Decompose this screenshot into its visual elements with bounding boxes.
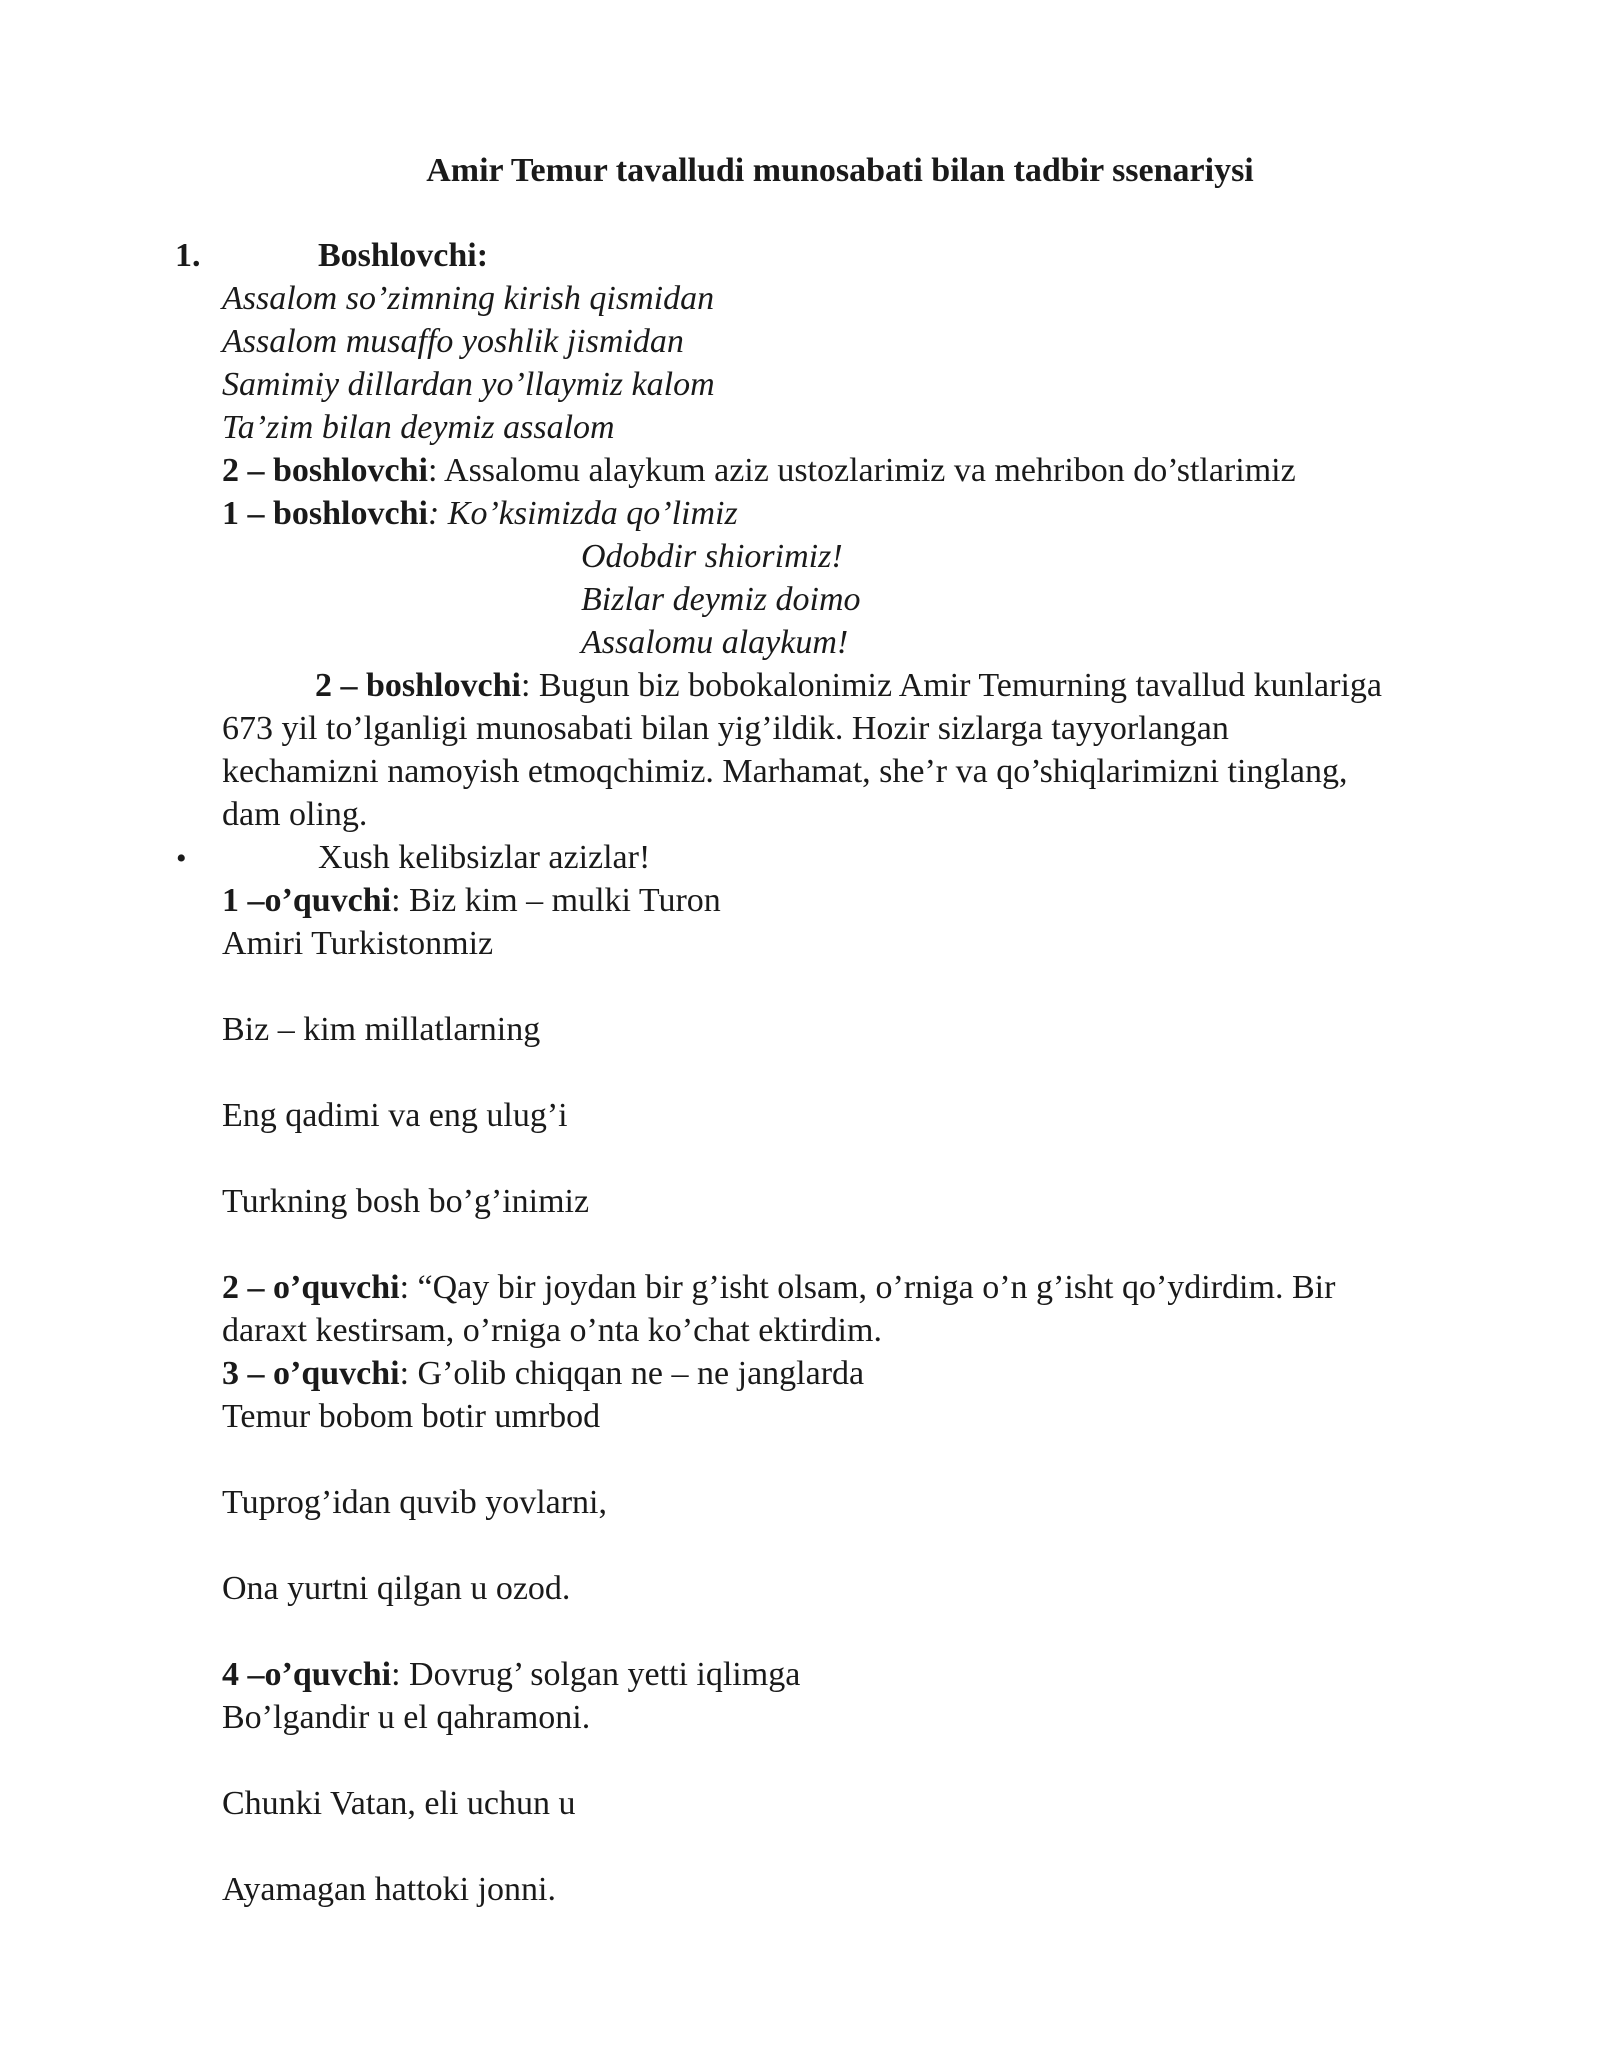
- verse-line: Amiri Turkistonmiz: [222, 925, 494, 962]
- speaker-label: 4 –o’quvchi: [222, 1656, 392, 1693]
- verse-line: Bo’lgandir u el qahramoni.: [222, 1699, 591, 1736]
- motto-line: Assalomu alaykum!: [581, 624, 849, 661]
- section-number: 1.: [175, 237, 201, 274]
- motto-line: Bizlar deymiz doimo: [581, 581, 861, 618]
- speaker-label: 1 – boshlovchi: [222, 495, 428, 532]
- verse-line: Eng qadimi va eng ulug’i: [222, 1097, 568, 1134]
- dialogue-text: : “Qay bir joydan bir g’isht olsam, o’rniga o’n g’isht qo’ydirdim. Bir: [399, 1269, 1336, 1306]
- verse-line: Chunki Vatan, eli uchun u: [222, 1785, 576, 1822]
- speaker-label: 3 – o’quvchi: [222, 1355, 400, 1392]
- poem-line: Ta’zim bilan deymiz assalom: [222, 409, 615, 446]
- page-title: Amir Temur tavalludi munosabati bilan tadbir ssenariysi: [426, 152, 1254, 189]
- speaker-label: 2 – boshlovchi: [222, 452, 428, 489]
- dialogue-text: : Dovrug’ solgan yetti iqlimga: [391, 1656, 801, 1693]
- verse-line: Biz – kim millatlarning: [222, 1011, 541, 1048]
- dialogue-text: : Biz kim – mulki Turon: [391, 882, 721, 919]
- poem-line: Assalom so’zimning kirish qismidan: [222, 280, 715, 317]
- speaker-label: 2 – o’quvchi: [222, 1269, 400, 1306]
- verse-line: Turkning bosh bo’g’inimiz: [222, 1183, 590, 1220]
- paragraph-line: 673 yil to’lganligi munosabati bilan yig’ildik. Hozir sizlarga tayyorlangan: [222, 710, 1229, 747]
- verse-line: Temur bobom botir umrbod: [222, 1398, 601, 1435]
- poem-line: Samimiy dillardan yo’llaymiz kalom: [222, 366, 715, 403]
- speaker-label: 2 – boshlovchi: [315, 667, 521, 704]
- host1-motto: [222, 493, 738, 535]
- welcome-line: Xush kelibsizlar azizlar!: [318, 839, 651, 876]
- poem-line: Assalom musaffo yoshlik jismidan: [222, 323, 684, 360]
- bullet-marker: •: [176, 842, 187, 875]
- verse-line: Ayamagan hattoki jonni.: [222, 1871, 556, 1908]
- dialogue-text: : Assalomu alaykum aziz ustozlarimiz va mehribon do’stlarimiz: [427, 452, 1296, 489]
- paragraph-line: kechamizni namoyish etmoqchimiz. Marhamat, she’r va qo’shiqlarimizni tinglang,: [222, 753, 1348, 790]
- student1-line: [222, 880, 721, 922]
- section-heading: Boshlovchi:: [318, 237, 489, 274]
- dialogue-text: : Bugun biz bobokalonimiz Amir Temurning tavallud kunlariga: [520, 667, 1382, 704]
- student4-line: [222, 1654, 800, 1696]
- motto-line: Odobdir shiorimiz!: [581, 538, 843, 575]
- student3-line: [222, 1353, 864, 1395]
- dialogue-text: : Ko’ksimizda qo’limiz: [427, 495, 738, 532]
- dialogue-text: : G’olib chiqqan ne – ne janglarda: [399, 1355, 865, 1392]
- paragraph-line: daraxt kestirsam, o’rniga o’nta ko’chat ektirdim.: [222, 1312, 882, 1349]
- host2-greeting: [222, 450, 1296, 492]
- verse-line: Ona yurtni qilgan u ozod.: [222, 1570, 571, 1607]
- student2-line: [222, 1267, 1335, 1309]
- host2-intro-line: [315, 665, 1382, 707]
- speaker-label: 1 –o’quvchi: [222, 882, 392, 919]
- paragraph-line: dam oling.: [222, 796, 368, 833]
- verse-line: Tuprog’idan quvib yovlarni,: [222, 1484, 608, 1521]
